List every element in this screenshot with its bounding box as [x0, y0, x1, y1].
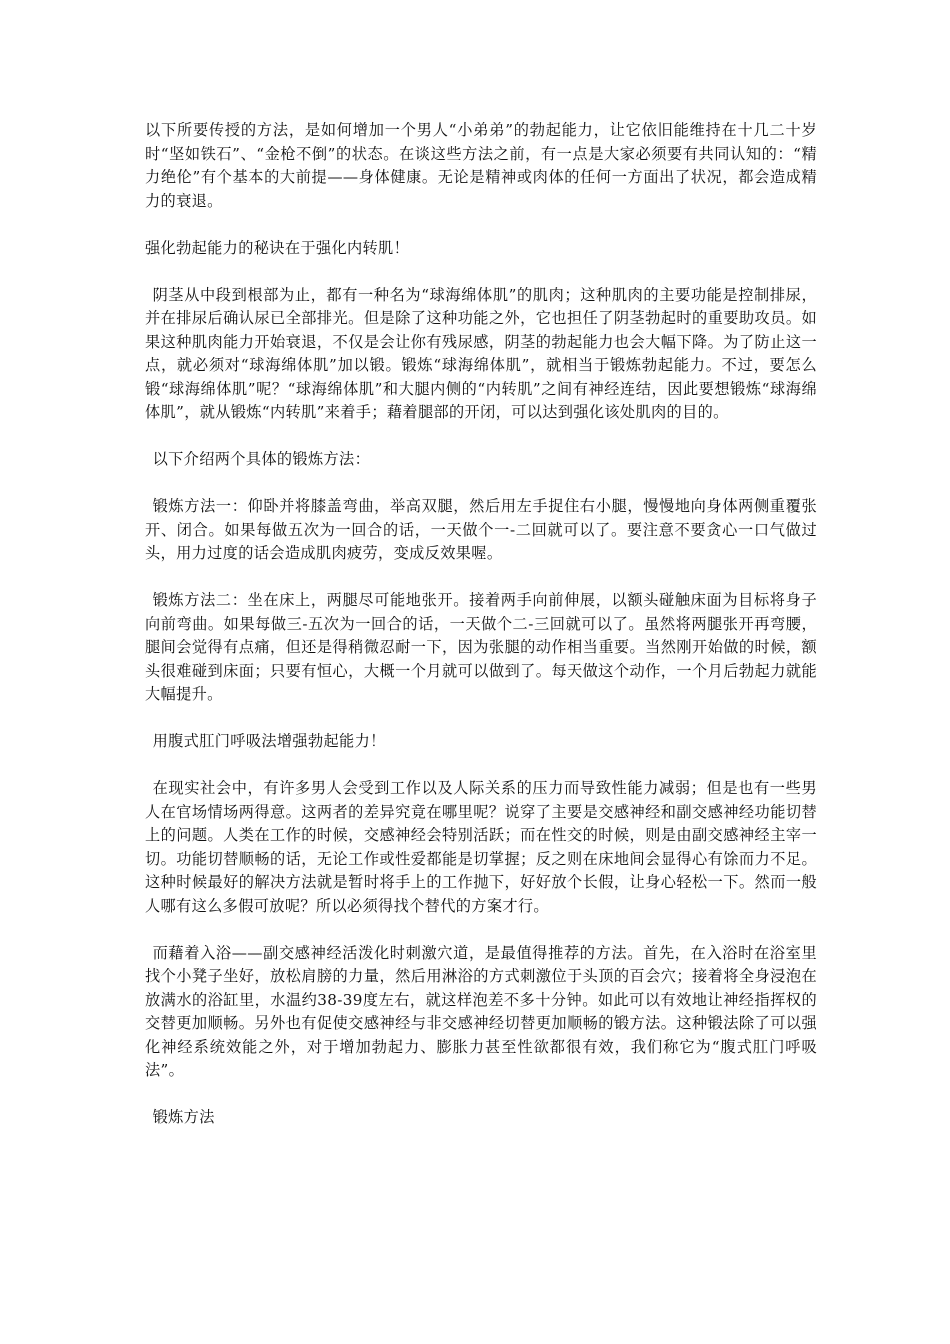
paragraph-method-one: 锻炼方法一：仰卧并将膝盖弯曲，举高双腿，然后用左手捉住右小腿，慢慢地向身体两侧重覆张开、闭合。如果每做五次为一回合的话，一天做个一-二回就可以了。要注意不要贪心一口气做过头，用力过度的话会造成肌肉疲劳，变成反效果喔。	[145, 497, 817, 562]
paragraph-intro: 以下所要传授的方法，是如何增加一个男人“小弟弟”的勃起能力，让它依旧能维持在十几二十岁时“坚如铁石”、“金枪不倒”的状态。在谈这些方法之前，有一点是大家必须要有共同认知的：“精力绝伦”有个基本的大前提——身体健康。无论是精神或肉体的任何一方面出了状况，都会造成精力的衰退。	[145, 121, 817, 210]
document-body	[145, 119, 817, 1153]
heading-breathing-method: 用腹式肛门呼吸法增强勃起能力！	[152, 732, 386, 750]
heading-inner-thigh-muscle: 强化勃起能力的秘诀在于强化内转肌！	[145, 238, 410, 257]
paragraph-muscle-explanation: 阴茎从中段到根部为止，都有一种名为“球海绵体肌”的肌肉；这种肌肉的主要功能是控制排尿，并在排尿后确认尿已全部排光。但是除了这种功能之外，它也担任了阴茎勃起时的重要助攻员。如果这种肌肉能力开始衰退，不仅是会让你有残尿感，阴茎的勃起能力也会大幅下降。为了防止这一点，就必须对“球海绵体肌”加以锻。锻炼“球海绵体肌”，就相当于锻炼勃起能力。不过，要怎么锻“球海绵体肌”呢？“球海绵体肌”和大腿内侧的“内转肌”之间有神经连结，因此要想锻炼“球海绵体肌”，就从锻炼“内转肌”来着手；藉着腿部的开闭，可以达到强化该处肌肉的目的。	[145, 285, 817, 421]
paragraph-bathing-method: 而藉着入浴——副交感神经活泼化时刺激穴道，是最值得推荐的方法。首先，在入浴时在浴室里找个小凳子坐好，放松肩膀的力量，然后用淋浴的方式刺激位于头顶的百会穴；接着将全身浸泡在放满水的浴缸里，水温约38-39度左右，就这样泡差不多十分钟。如此可以有效地让神经指挥权的交替更加顺畅。另外也有促使交感神经与非交感神经切替更加顺畅的锻方法。这种锻法除了可以强化神经系统效能之外，对于增加勃起力、膨胀力甚至性欲都很有效，我们称它为“腹式肛门呼吸法”。	[145, 943, 817, 1079]
heading-training-method: 锻炼方法	[152, 1108, 215, 1126]
paragraph-nervous-system: 在现实社会中，有许多男人会受到工作以及人际关系的压力而导致性能力减弱；但是也有一些男人在官场情场两得意。这两者的差异究竟在哪里呢？说穿了主要是交感神经和副交感神经功能切替上的问题。人类在工作的时候，交感神经会特别活跃；而在性交的时候，则是由副交感神经主宰一切。功能切替顺畅的话，无论工作或性爱都能是切掌握；反之则在床地间会显得心有馀而力不足。这种时候最好的解决方法就是暂时将手上的工作抛下，好好放个长假，让身心轻松一下。然而一般人哪有这么多假可放呢？所以必须得找个替代的方案才行。	[145, 779, 817, 915]
paragraph-method-two: 锻炼方法二：坐在床上，两腿尽可能地张开。接着两手向前伸展，以额头碰触床面为目标将身子向前弯曲。如果每做三-五次为一回合的话，一天做个二-三回就可以了。虽然将两腿张开再弯腰，腿间会觉得有点痛，但还是得稍微忍耐一下，因为张腿的动作相当重要。当然刚开始做的时候，额头很难碰到床面；只要有恒心，大概一个月就可以做到了。每天做这个动作，一个月后勃起力就能大幅提升。	[145, 591, 817, 703]
paragraph-methods-intro: 以下介绍两个具体的锻炼方法：	[152, 450, 371, 468]
